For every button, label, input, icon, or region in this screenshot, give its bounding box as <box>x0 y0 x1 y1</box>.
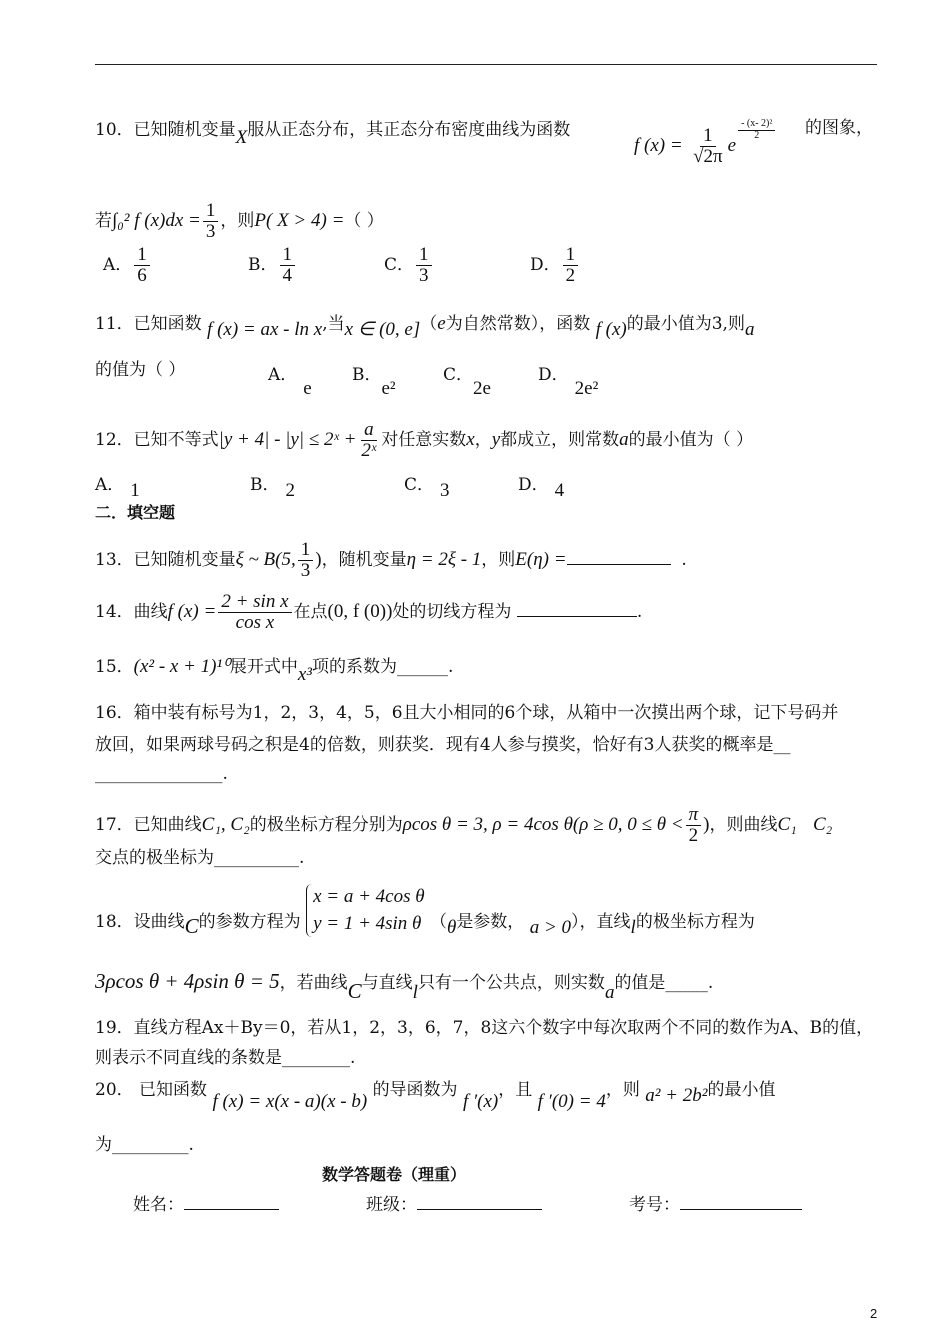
q18-text-d: 是参数， <box>456 912 525 933</box>
q20-line2: 为_________. <box>95 1135 194 1155</box>
q11-e: e <box>437 313 446 334</box>
q20-text-c: ，且 <box>498 1080 533 1100</box>
q10-exp-den: 2 <box>754 129 760 141</box>
q16-line2: 放回，如果两球号码之积是4的倍数，则获奖．现有4人参与摸奖，恰好有3人获奖的概率是__ <box>95 735 791 755</box>
q10-integral: ∫₀² f (x)dx = <box>112 209 201 231</box>
q10-exp-num: - (x- 2)² <box>738 119 775 131</box>
q13-expectation: E(η) = <box>515 548 567 570</box>
q11-option-c-label: C． <box>443 365 474 385</box>
q18-a-positive: a > 0 <box>529 917 572 939</box>
q10-answer-paren: （ ） <box>344 210 384 231</box>
q11-func: f (x) = ax - ln x <box>207 319 323 340</box>
q17-close-paren: ) <box>703 813 710 835</box>
q13-close-paren: ) <box>315 548 322 570</box>
q16-line3: _______________. <box>95 764 228 784</box>
q10-option-b <box>248 245 297 286</box>
q12-text-c: 都成立，则常数 <box>500 429 620 450</box>
q10-text-if: 若 <box>95 210 112 231</box>
q20-text-a: 20． 已知函数 <box>95 1080 208 1100</box>
q19-line2: 则表示不同直线的条数是________. <box>95 1048 356 1068</box>
section-heading-fill-in: 二．填空题 <box>95 503 176 522</box>
q17-c1: C₁ <box>777 813 797 835</box>
q11-option-d <box>538 360 599 399</box>
q18-theta: θ <box>446 917 457 939</box>
q20-text-b: 的导函数为 <box>372 1080 458 1100</box>
q18-polar-eq: 3ρcos θ + 4ρsin θ = 5 <box>95 969 280 993</box>
q12-line1 <box>95 420 753 461</box>
q11-option-d-val: 2e² <box>574 378 599 399</box>
q13-period: . <box>681 549 687 570</box>
q10-frac <box>690 126 726 167</box>
q12-text-b: 对任意实数 <box>381 429 467 450</box>
q18-curve-c: C <box>184 914 199 939</box>
q10-option-b-num: 1 <box>280 245 296 266</box>
q12-option-c-val: 3 <box>440 480 450 501</box>
q15-expression: (x² - x + 1)¹⁰ <box>133 656 230 677</box>
q12-option-a-val: 1 <box>130 480 140 501</box>
q10-exponent <box>738 119 775 141</box>
q10-exp-base: e <box>727 134 737 156</box>
q10-option-c-label: C． <box>384 254 415 275</box>
q12-option-b-val: 2 <box>285 480 295 501</box>
q10-line2 <box>95 201 384 242</box>
q15-term: x³ <box>297 664 312 685</box>
q10-option-b-frac <box>280 245 296 286</box>
class-field-row <box>366 1195 542 1216</box>
q17-text-b: 的极坐标方程分别为 <box>249 814 403 835</box>
q11-domain: x ∈ (0, e] <box>344 319 421 340</box>
q12-var-y: y <box>491 428 501 450</box>
q11-option-c <box>443 360 491 399</box>
q10-option-d-label: D． <box>530 254 561 275</box>
q11-option-b-label: B． <box>352 365 382 385</box>
q15-line <box>95 655 454 685</box>
q14-text-c: 处的切线方程为 <box>392 601 512 622</box>
q10-option-c-den: 3 <box>419 264 429 286</box>
q14-frac-den: cos x <box>235 611 275 633</box>
q17-frac-num: π <box>686 805 702 826</box>
q12-option-b <box>250 470 295 501</box>
q10-option-d-num: 1 <box>563 245 579 266</box>
q13-answer-blank[interactable] <box>567 550 671 565</box>
q12-option-b-label: B． <box>250 475 280 495</box>
number-label: 考号： <box>629 1195 680 1215</box>
q11-option-b-val: e² <box>381 378 396 399</box>
q11-text-g: 的最小值为3,则 <box>626 314 745 334</box>
q18-text-a: 18．设曲线 <box>95 912 185 933</box>
q12-frac-den: 2ˣ <box>361 439 377 461</box>
q12-option-a <box>95 470 140 501</box>
q14-line <box>95 592 642 633</box>
q18-text-h: 与直线 <box>361 973 413 993</box>
q13-frac <box>298 540 314 581</box>
q10-fx: f (x) = <box>634 134 683 156</box>
q13-frac-num: 1 <box>298 540 314 561</box>
q12-option-d-val: 4 <box>554 480 565 501</box>
q10-cond-frac <box>203 201 219 242</box>
q10-option-c-num: 1 <box>416 245 432 266</box>
q12-option-d <box>518 470 565 501</box>
class-label: 班级： <box>366 1195 417 1215</box>
q13-frac-den: 3 <box>300 559 311 581</box>
q10-cond-den: 3 <box>205 220 216 242</box>
q10-cond-num: 1 <box>203 201 219 222</box>
q12-option-a-label: A． <box>95 475 125 495</box>
name-field-row <box>133 1195 279 1216</box>
q14-answer-blank[interactable] <box>517 602 637 617</box>
q20-expression: a² + 2b² <box>645 1085 708 1106</box>
q13-text-c: ，则 <box>481 549 516 570</box>
q12-comma: ， <box>474 429 492 450</box>
q11-option-a-label: A． <box>268 365 298 385</box>
q12-inequality: |y + 4| - |y| ≤ 2ˣ + <box>218 428 357 450</box>
q18-line2 <box>95 968 714 1003</box>
q10-option-d-frac <box>563 245 579 286</box>
q11-var-a: a <box>744 319 755 340</box>
q17-text-a: 17．已知曲线 <box>95 814 202 835</box>
q12-option-c-label: C． <box>404 475 435 495</box>
q12-var-a: a <box>619 428 629 450</box>
q10-option-a-num: 1 <box>134 245 150 266</box>
q14-text-b: 在点 <box>293 601 328 622</box>
q12-frac <box>358 420 379 461</box>
q17-c2: C₂ <box>812 813 833 835</box>
q11-text-a: 11．已知函数 <box>95 314 202 334</box>
q12-text-a: 12．已知不等式 <box>95 429 219 450</box>
q10-option-a-den: 6 <box>137 264 147 286</box>
q10-line1 <box>95 118 571 148</box>
q11-option-a <box>268 360 312 399</box>
number-input-blank[interactable] <box>680 1195 802 1210</box>
q11-text-d: 为自然常数），函数 <box>445 314 591 334</box>
q20-line1 <box>95 1078 776 1112</box>
q11-f2: f (x) <box>595 319 627 340</box>
q18-text-e: ），直线 <box>571 912 631 933</box>
q14-frac <box>218 592 291 633</box>
q16-line1: 16．箱中装有标号为1，2，3，4，5，6且大小相同的6个球，从箱中一次摸出两个球，记下号码并 <box>95 703 839 723</box>
q18-text-b: 的参数方程为 <box>198 912 301 933</box>
q11-option-d-label: D． <box>538 365 569 385</box>
q10-text-a: 10．已知随机变量 <box>95 120 236 140</box>
q18-line-l2: l <box>412 982 418 1003</box>
q10-prob: P( X > 4) = <box>254 209 345 231</box>
q15-text-a: 15． <box>95 657 134 677</box>
q17-text-c: ，则曲线 <box>709 814 778 835</box>
q14-point: (0, f (0)) <box>327 600 393 622</box>
q18-text-i: 只有一个公共点，则实数 <box>417 973 605 993</box>
q18-text-g: ，若曲线 <box>279 973 348 993</box>
q18-line1 <box>95 884 755 937</box>
q14-period: . <box>636 601 643 622</box>
q11-line2: 的值为（ ） <box>95 360 186 380</box>
q10-option-d-den: 2 <box>565 264 576 286</box>
q11-option-c-val: 2e <box>473 378 491 399</box>
q14-frac-num: 2 + sin x <box>218 592 291 613</box>
q20-condition: f ′(0) = 4 <box>537 1091 606 1112</box>
q10-option-a-frac <box>134 245 150 286</box>
q10-option-d <box>530 245 580 286</box>
q10-option-c <box>384 245 434 286</box>
q18-line-l: l <box>630 917 636 939</box>
header-rule <box>95 64 877 65</box>
q13-line <box>95 540 687 581</box>
q18-var-a: a <box>604 982 615 1003</box>
q18-text-f: 的极坐标方程为 <box>635 912 755 933</box>
q17-line1 <box>95 805 832 846</box>
q10-option-b-den: 4 <box>282 264 292 286</box>
q20-deriv: f ′(x) <box>462 1091 499 1112</box>
q17-frac-den: 2 <box>688 824 699 846</box>
q10-text-c: 的图象， <box>805 118 873 138</box>
q11-text-b: ,当 <box>322 314 345 334</box>
q10-var-x: X <box>235 127 248 148</box>
q20-func: f (x) = x(x - a)(x - b) <box>212 1091 368 1112</box>
q17-curves: C₁, C₂ <box>201 813 250 835</box>
q12-frac-num: a <box>361 420 377 441</box>
q20-text-e: 的最小值 <box>707 1080 776 1100</box>
number-field-row <box>629 1195 802 1216</box>
q10-frac-num: 1 <box>700 126 716 147</box>
q18-text-c: （ <box>429 912 447 933</box>
page-number: 2 <box>870 1306 878 1321</box>
q12-text-d: 的最小值为（ ） <box>628 429 754 450</box>
q18-curve-c2: C <box>347 979 362 1003</box>
q18-parametric-system <box>306 884 425 937</box>
q17-frac <box>686 805 702 846</box>
q11-option-b <box>352 360 396 399</box>
q20-text-d: ，则 <box>605 1080 640 1100</box>
q12-option-c <box>404 470 450 501</box>
q10-text-b: 服从正态分布，其正态分布密度曲线为函数 <box>247 120 571 140</box>
q13-text-b: ，随机变量 <box>321 549 407 570</box>
q17-equations: ρcos θ = 3, ρ = 4cos θ(ρ ≥ 0, 0 ≤ θ < <box>402 813 684 835</box>
q12-option-d-label: D． <box>518 475 549 495</box>
q10-text-then: ，则 <box>220 210 255 231</box>
q10-option-c-frac <box>416 245 432 286</box>
class-input-blank[interactable] <box>417 1195 542 1210</box>
q19-line1: 19．直线方程Ax＋By＝0，若从1，2，3，6，7，8这六个数字中每次取两个不同的数作为A、B的值， <box>95 1018 874 1038</box>
q10-option-b-label: B． <box>248 254 278 275</box>
name-label: 姓名： <box>133 1195 184 1215</box>
q10-option-a <box>103 245 152 286</box>
q13-text-a: 13．已知随机变量 <box>95 549 236 570</box>
q14-fx: f (x) = <box>167 600 217 622</box>
q11-text-c: （ <box>420 314 438 334</box>
q13-eta: η = 2ξ - 1 <box>406 548 482 570</box>
q11-line1 <box>95 312 755 340</box>
q17-line2: 交点的极坐标为__________. <box>95 848 305 868</box>
q14-text-a: 14．曲线 <box>95 601 168 622</box>
q11-option-a-val: e <box>303 378 312 399</box>
answer-sheet-title: 数学答题卷（理重） <box>322 1165 467 1184</box>
q13-distribution: ξ ~ B(5, <box>235 548 296 570</box>
q18-eq-x: x = a + 4cos θ <box>313 886 425 907</box>
q18-text-j: 的值是_____. <box>614 973 714 993</box>
q15-text-c: 项的系数为______. <box>311 657 454 677</box>
name-input-blank[interactable] <box>184 1195 279 1210</box>
q18-eq-y: y = 1 + 4sin θ <box>313 912 422 934</box>
q10-frac-den: √2π <box>693 145 723 167</box>
q12-var-x: x <box>466 428 475 450</box>
q15-text-b: 展开式中 <box>229 657 298 677</box>
q10-option-a-label: A． <box>103 254 133 275</box>
